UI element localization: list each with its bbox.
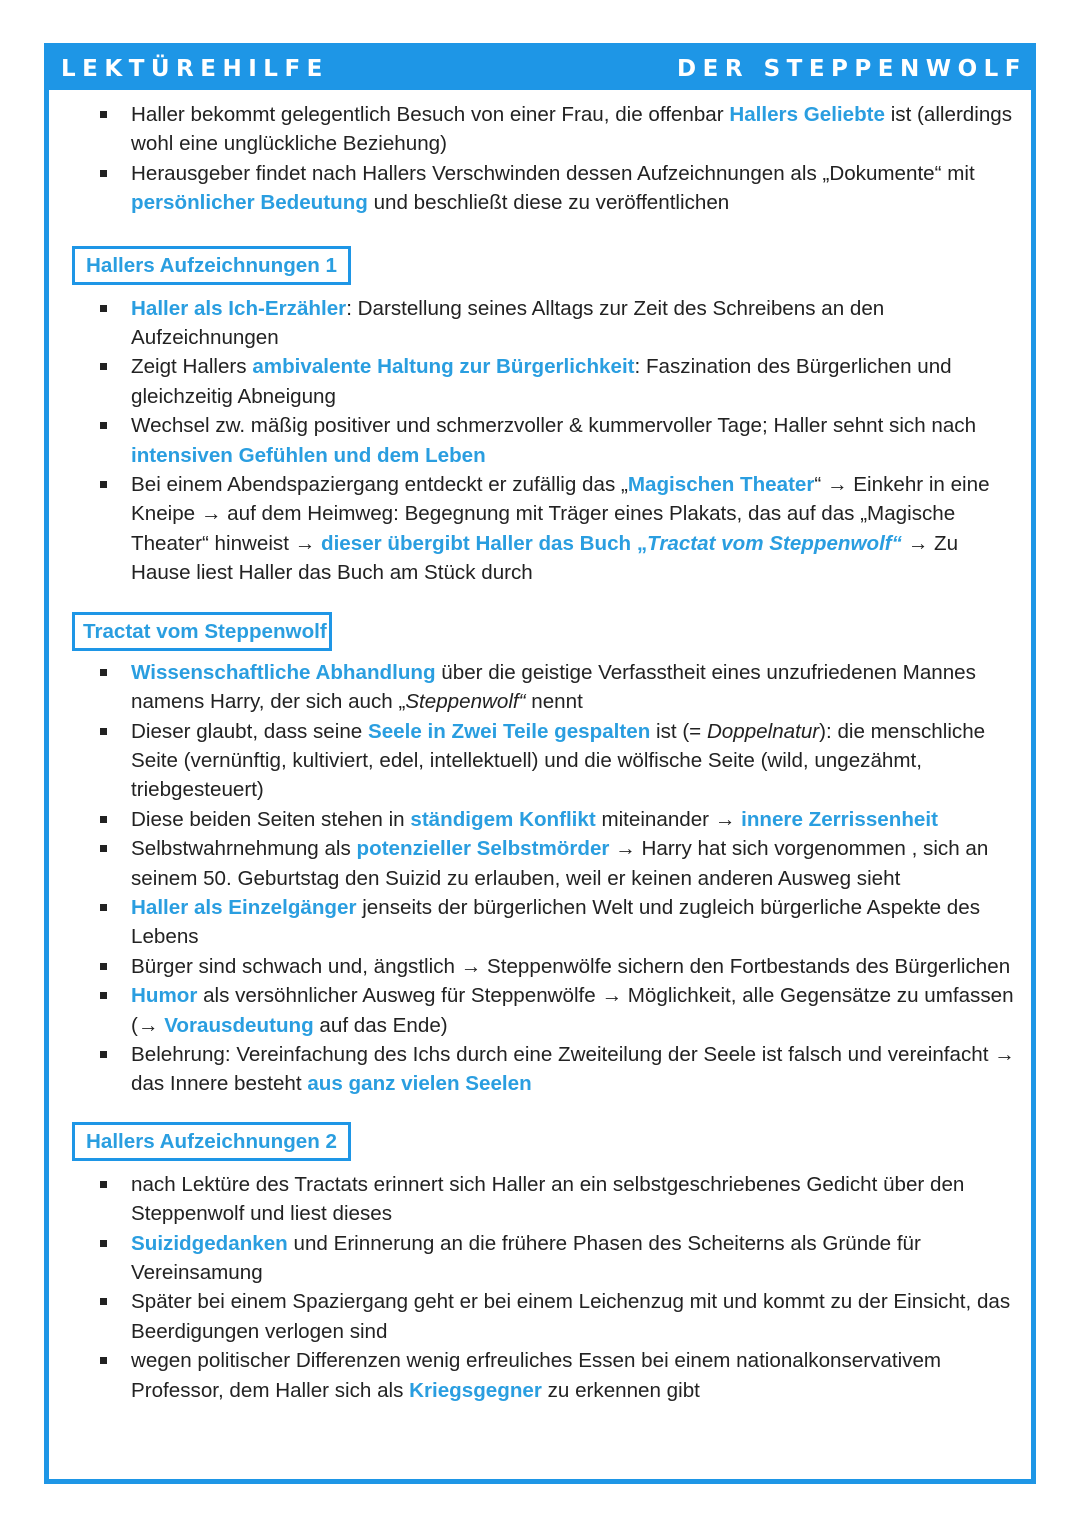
list-item: Später bei einem Spaziergang geht er bei einem Leichenzug mit und kommt zu der Einsicht, das Beerdigungen verlogen sind (49, 1287, 1031, 1346)
bullet-icon (100, 305, 107, 312)
header-right-title: DER STEPPENWOLF (677, 56, 1027, 82)
section-header-1 (72, 246, 1031, 285)
list-item: Selbstwahrnehmung als potenzieller Selbstmörder → Harry hat sich vorgenommen , sich an seinem 50. Geburtstag den Suizid zu erlauben, weil er keinen anderen Ausweg sieht (49, 834, 1031, 893)
bullet-icon (100, 963, 107, 970)
list-item: nach Lektüre des Tractats erinnert sich Haller an ein selbstgeschriebenes Gedicht über den Steppenwolf und liest dieses (49, 1170, 1031, 1229)
bullet-icon (100, 1051, 107, 1058)
intro-list (49, 100, 1031, 218)
list-item: Wissenschaftliche Abhandlung über die geistige Verfasstheit eines unzufriedenen Mannes namens Harry, der sich auch „Steppenwolf“ nennt (49, 658, 1031, 717)
header-left-title: LEKTÜREHILFE (61, 56, 329, 82)
list-item: Bürger sind schwach und, ängstlich → Steppenwölfe sichern den Fortbestands des Bürgerlichen (49, 952, 1031, 981)
list-item: Haller bekommt gelegentlich Besuch von einer Frau, die offenbar Hallers Geliebte ist (allerdings wohl eine unglückliche Beziehung) (49, 100, 1031, 159)
list-item: Humor als versöhnlicher Ausweg für Steppenwölfe → Möglichkeit, alle Gegensätze zu umfassen (→ Vorausdeutung auf das Ende) (49, 981, 1031, 1040)
section-title: Tractat vom Steppenwolf (72, 612, 332, 651)
list-item: Suizidgedanken und Erinnerung an die frühere Phasen des Scheiterns als Gründe für Vereinsamung (49, 1229, 1031, 1288)
bullet-icon (100, 845, 107, 852)
bullet-icon (100, 728, 107, 735)
page-header (49, 48, 1031, 90)
list-item: Bei einem Abendspaziergang entdeckt er zufällig das „Magischen Theater“ → Einkehr in eine Kneipe → auf dem Heimweg: Begegnung mit Träger eines Plakats, das auf das „Magische Theater“ hinweist → dieser übergibt Haller das Buch „Tractat vom Steppenwolf“ → Zu Hause liest Haller das Buch am Stück durch (49, 470, 1031, 588)
bullet-icon (100, 111, 107, 118)
section3-list (49, 1170, 1031, 1405)
section-header-3 (72, 1122, 1031, 1161)
bullet-icon (100, 363, 107, 370)
section1-list (49, 294, 1031, 588)
page-frame (44, 43, 1036, 1484)
bullet-icon (100, 422, 107, 429)
bullet-icon (100, 481, 107, 488)
section2-list (49, 658, 1031, 1099)
bullet-icon (100, 1357, 107, 1364)
bullet-icon (100, 1298, 107, 1305)
section-title: Hallers Aufzeichnungen 1 (72, 246, 351, 285)
bullet-icon (100, 1240, 107, 1247)
list-item: Dieser glaubt, dass seine Seele in Zwei Teile gespalten ist (= Doppelnatur): die menschliche Seite (vernünftig, kultiviert, edel, intellektuell) und die wölfische Seite (wild, ungezähmt, triebgesteuert) (49, 717, 1031, 805)
list-item: Belehrung: Vereinfachung des Ichs durch eine Zweiteilung der Seele ist falsch und vereinfacht → das Innere besteht aus ganz vielen Seelen (49, 1040, 1031, 1099)
bullet-icon (100, 904, 107, 911)
section-header-2 (72, 612, 1031, 651)
list-item: Wechsel zw. mäßig positiver und schmerzvoller & kummervoller Tage; Haller sehnt sich nach intensiven Gefühlen und dem Leben (49, 411, 1031, 470)
bullet-icon (100, 669, 107, 676)
content (49, 90, 1031, 1405)
bullet-icon (100, 170, 107, 177)
list-item: Haller als Einzelgänger jenseits der bürgerlichen Welt und zugleich bürgerliche Aspekte des Lebens (49, 893, 1031, 952)
section-title: Hallers Aufzeichnungen 2 (72, 1122, 351, 1161)
bullet-icon (100, 1181, 107, 1188)
list-item: Diese beiden Seiten stehen in ständigem Konflikt miteinander → innere Zerrissenheit (49, 805, 1031, 834)
list-item: Zeigt Hallers ambivalente Haltung zur Bürgerlichkeit: Faszination des Bürgerlichen und gleichzeitig Abneigung (49, 352, 1031, 411)
bullet-icon (100, 992, 107, 999)
list-item: wegen politischer Differenzen wenig erfreuliches Essen bei einem nationalkonservativem Professor, dem Haller sich als Kriegsgegner zu erkennen gibt (49, 1346, 1031, 1405)
list-item: Herausgeber findet nach Hallers Verschwinden dessen Aufzeichnungen als „Dokumente“ mit persönlicher Bedeutung und beschließt diese zu veröffentlichen (49, 159, 1031, 218)
list-item: Haller als Ich-Erzähler: Darstellung seines Alltags zur Zeit des Schreibens an den Aufzeichnungen (49, 294, 1031, 353)
bullet-icon (100, 816, 107, 823)
